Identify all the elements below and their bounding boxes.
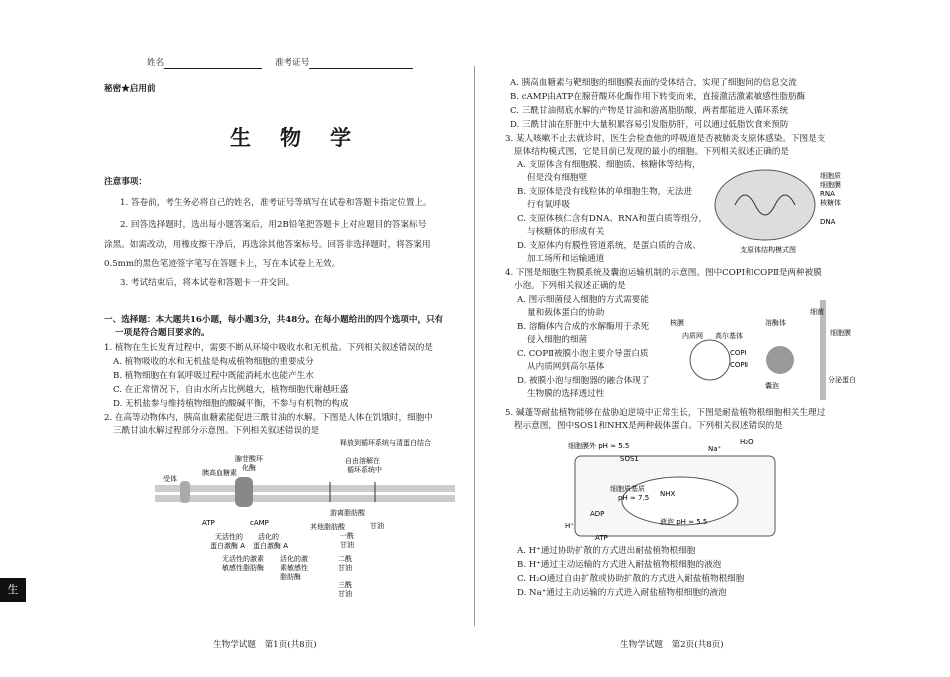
q4-option-a: A. 图示细菌侵入细胞的方式需要能 — [517, 295, 649, 305]
notice-2: 2. 回答选择题时，选出每小题答案后，用2B铅笔把答题卡上对应题目的答案标号 — [120, 220, 427, 230]
label-mag: 一酰 — [340, 532, 354, 540]
q3-option-c2: 与核糖体的形成有关 — [527, 227, 605, 237]
label-mag-2: 甘油 — [340, 541, 354, 549]
receptor-shape — [180, 481, 190, 503]
q1-stem: 1. 植物在生长发育过程中，需要不断从环境中吸收水和无机盐。下列相关叙述错误的是 — [104, 343, 433, 353]
q3-stem: 3. 某人咳嗽不止去就诊时，医生会检查他的呼吸道是否被肺炎支原体感染。下图是支 — [505, 134, 826, 144]
label-act-lipase-2: 素敏感性 — [280, 564, 308, 572]
label-vesicle: 囊泡 — [765, 382, 779, 390]
lysosome-shape — [766, 346, 794, 374]
label-matrix-ph: pH ≈ 7.5 — [618, 494, 650, 502]
label-dag-2: 甘油 — [338, 564, 352, 572]
notice-1: 1. 答卷前，考生务必将自己的姓名，准考证号等填写在试卷和答题卡指定位置上。 — [120, 198, 432, 208]
name-field: 姓名 准考证号 — [147, 58, 413, 69]
secret-mark: 秘密★启用前 — [104, 84, 156, 94]
membrane-outer — [155, 485, 455, 492]
q1-option-c: C. 在正常情况下，自由水所占比例越大，植物细胞代谢越旺盛 — [113, 385, 349, 395]
section-heading-2: 一项是符合题目要求的。 — [115, 328, 210, 338]
label-outside: 细胞膜外 pH ≈ 5.5 — [568, 442, 630, 450]
q3-option-b2: 行有氧呼吸 — [527, 200, 570, 210]
q1-option-b: B. 植物细胞在有氧呼吸过程中既能消耗水也能产生水 — [113, 371, 314, 381]
q5-option-c: C. H₂O通过自由扩散或协助扩散的方式进入耐盐植物根细胞 — [517, 574, 745, 584]
membrane-inner — [155, 495, 455, 502]
q4-option-c2: 从内质网到高尔基体 — [527, 362, 605, 372]
label-act-lipase: 活化的激 — [280, 555, 308, 563]
q1-option-a: A. 植物吸收的水和无机盐是构成植物细胞的重要成分 — [113, 357, 314, 367]
label-release: 释放到循环系统与清蛋白结合 — [340, 439, 431, 447]
label-glycerol: 甘油 — [370, 522, 384, 530]
notice-5: 3. 考试结束后，将本试卷和答题卡一并交回。 — [120, 278, 295, 288]
label-membrane: 细胞膜 — [820, 181, 841, 189]
notice-4: 0.5mm的黑色笔迹签字笔写在答题卡上，写在本试卷上无效。 — [104, 259, 341, 269]
subject-tab: 生 — [0, 578, 26, 602]
label-nhx: NHX — [660, 490, 676, 498]
section-heading: 一、选择题：本大题共16小题，每小题3分，共48分。在每小题给出的四个选项中，只有 — [104, 315, 444, 325]
q3-option-d: D. 支原体内有膜性管道系统，是蛋白质的合成、 — [517, 241, 701, 251]
q2-option-a: A. 胰高血糖素与靶细胞的细胞膜表面的受体结合，实现了细胞间的信息交流 — [510, 78, 797, 88]
q3-option-a2: 但是没有细胞壁 — [527, 173, 588, 183]
label-sos1: SOS1 — [620, 455, 639, 463]
label-inactive: 无活性的 — [215, 533, 243, 541]
q2-stem-2: 三酰甘油水解过程部分示意图。下列相关叙述错误的是 — [113, 426, 320, 436]
label-cytoplasm: 细胞质 — [820, 172, 841, 180]
exam-no-line — [309, 58, 413, 69]
label-golgi: 高尔基体 — [715, 332, 743, 340]
q2-option-b: B. cAMP由ATP在腺苷酸环化酶作用下转变而来，直接激活激素敏感性脂肪酶 — [510, 92, 806, 102]
label-ac: 腺苷酸环 — [235, 455, 263, 463]
label-active: 活化的 — [258, 533, 279, 541]
label-adp: ADP — [590, 510, 605, 518]
label-secreted-protein: 分泌蛋白 — [828, 376, 856, 384]
label-receptor: 受体 — [163, 475, 177, 483]
q4-option-c: C. COPⅡ被膜小泡主要介导蛋白质 — [517, 349, 649, 359]
notice-title: 注意事项： — [104, 177, 147, 187]
q2-option-d: D. 三酰甘油在肝脏中大量积累容易引发脂肪肝，可以通过低脂饮食来预防 — [510, 120, 789, 130]
vesicle-diagram — [670, 300, 856, 400]
q5-stem-2: 程示意图，图中SOS1和NHX是两种载体蛋白。下列相关叙述错误的是 — [514, 421, 783, 431]
q3-option-d2: 加工场所和运输通道 — [527, 254, 605, 264]
column-divider — [474, 66, 475, 626]
label-tag: 三酰 — [338, 581, 352, 589]
q2-stem: 2. 在高等动物体内，胰高血糖素能促进三酰甘油的水解。下图是人体在饥饿时，细胞中 — [104, 413, 433, 423]
q4-option-d2: 生物膜的选择透过性 — [527, 389, 605, 399]
label-active-2: 蛋白激酶 A — [253, 542, 289, 550]
mycoplasma-diagram — [710, 160, 850, 260]
q5-option-d: D. Na⁺通过主动运输的方式进入耐盐植物根细胞的液泡 — [517, 588, 727, 598]
label-ribosome: 核糖体 — [820, 199, 841, 207]
name-line — [164, 58, 262, 69]
label-camp: cAMP — [250, 519, 269, 527]
label-bacteria: 细菌 — [810, 308, 824, 316]
label-nucleus: 核膜 — [670, 319, 684, 327]
label-dna: DNA — [820, 218, 836, 226]
cell-body — [715, 170, 815, 240]
label-lysosome: 溶酶体 — [765, 319, 786, 327]
q4-option-b: B. 溶酶体内合成的水解酶用于杀死 — [517, 322, 650, 332]
label-inact-lipase-2: 敏感性脂肪酶 — [222, 564, 264, 572]
q4-stem: 4. 下图是细胞生物膜系统及囊泡运输机制的示意图。图中COPⅠ和COPⅡ是两种被膜 — [505, 268, 822, 278]
q5-option-a: A. H⁺通过协助扩散的方式进出耐盐植物根细胞 — [517, 546, 696, 556]
label-dag: 二酰 — [338, 555, 352, 563]
label-glucagon: 胰高血糖素 — [202, 469, 237, 477]
label-h2o: H₂O — [740, 438, 754, 446]
label-copii: COPⅡ — [730, 361, 749, 369]
er-shape — [690, 340, 730, 380]
q5-option-b: B. H⁺通过主动运输的方式进入耐盐植物根细胞的液泡 — [517, 560, 722, 570]
q3-stem-2: 原体结构模式图，它是目前已发现的最小的细胞。下列相关叙述正确的是 — [514, 147, 790, 157]
q2-option-c: C. 三酰甘油彻底水解的产物是甘油和游离脂肪酸，两者都能进入循环系统 — [510, 106, 789, 116]
q4-stem-2: 小泡。下列相关叙述正确的是 — [514, 281, 626, 291]
label-inactive-2: 蛋白激酶 A — [210, 542, 246, 550]
label-matrix: 细胞质基质 — [610, 485, 645, 493]
label-free: 自由溶解在 — [345, 457, 380, 465]
page-title: 生 物 学 — [230, 125, 355, 150]
q4-option-a2: 量和载体蛋白的协助 — [527, 308, 605, 318]
lipolysis-diagram — [150, 437, 460, 607]
label-copi: COPⅠ — [730, 349, 747, 357]
label-rna: RNA — [820, 190, 835, 198]
q3-option-b: B. 支原体是没有线粒体的单细胞生物，无法进 — [517, 187, 693, 197]
label-na: Na⁺ — [708, 445, 722, 453]
salt-tolerance-diagram — [560, 436, 810, 542]
label-other: 其他脂肪酸 — [310, 523, 345, 531]
footer-left: 生物学试题 第1页(共8页) — [213, 640, 317, 650]
q1-option-d: D. 无机盐参与维持植物细胞的酸碱平衡，不参与有机物的构成 — [113, 399, 349, 409]
q3-option-a: A. 支原体含有细胞膜、细胞质、核糖体等结构， — [517, 160, 701, 170]
label-cell-membrane: 细胞膜 — [830, 329, 851, 337]
footer-right: 生物学试题 第2页(共8页) — [620, 640, 724, 650]
q4-option-d: D. 被膜小泡与细胞器的融合体现了 — [517, 376, 650, 386]
label-h: H⁺ — [565, 522, 574, 530]
notice-3: 涂黑。如需改动，用橡皮擦干净后，再选涂其他答案标号。回答非选择题时，将答案用 — [104, 240, 431, 250]
label-free-2: 循环系统中 — [347, 466, 382, 474]
label-inact-lipase: 无活性的激素 — [222, 555, 264, 563]
label-atp: ATP — [595, 534, 608, 542]
label-ac-2: 化酶 — [242, 464, 256, 472]
label-act-lipase-3: 脂肪酶 — [280, 573, 301, 581]
label-atp: ATP — [202, 519, 215, 527]
q5-stem: 5. 碱蓬等耐盐植物能够在盐胁迫逆境中正常生长，下图是耐盐植物根细胞相关生理过 — [505, 408, 826, 418]
q3-option-c: C. 支原体核仁含有DNA、RNA和蛋白质等组分， — [517, 214, 708, 224]
label-ffa: 游离脂肪酸 — [330, 509, 365, 517]
label-tag-2: 甘油 — [338, 590, 352, 598]
label-er: 内质网 — [682, 332, 703, 340]
label-vacuole: 液泡 pH ≈ 5.5 — [660, 518, 708, 526]
q4-option-b2: 侵入细胞的细菌 — [527, 335, 588, 345]
adenylate-cyclase-shape — [235, 477, 253, 507]
diagram-caption: 支原体结构模式图 — [740, 246, 796, 254]
